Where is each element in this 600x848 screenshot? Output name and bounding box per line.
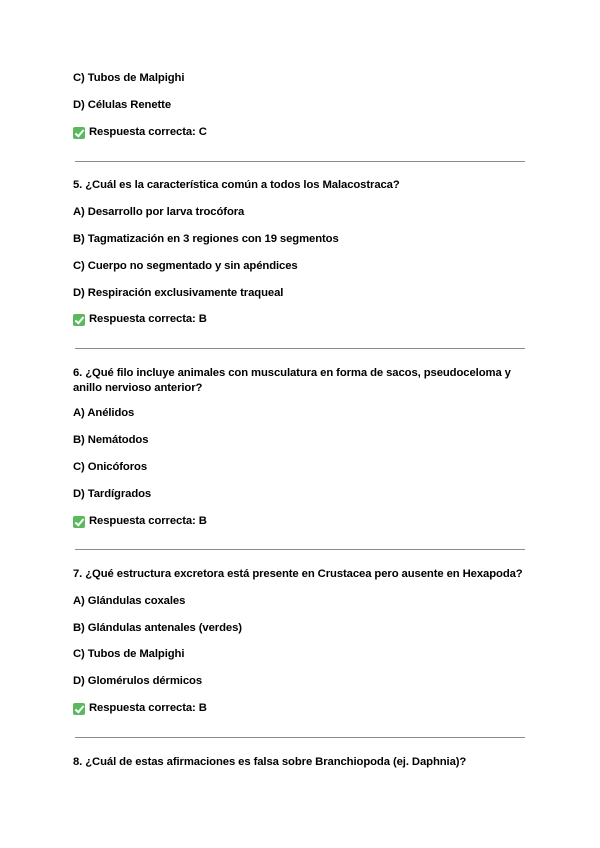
question-7-option-d: D) Glomérulos dérmicos (73, 675, 202, 687)
divider (75, 737, 525, 738)
question-6-option-a: A) Anélidos (73, 407, 135, 419)
question-5-option-d: D) Respiración exclusivamente traqueal (73, 287, 284, 299)
question-7-option-b: B) Glándulas antenales (verdes) (73, 622, 242, 634)
divider (75, 161, 525, 162)
question-7-option-a: A) Glándulas coxales (73, 595, 186, 607)
question-6-option-d: D) Tardígrados (73, 488, 152, 500)
correct-answer (73, 125, 207, 140)
check-mark-icon (73, 703, 85, 715)
question-7-answer-text: Respuesta correcta: B (89, 702, 207, 714)
question-6-option-c: C) Onicóforos (73, 461, 148, 473)
question-5-correct-answer (73, 312, 207, 327)
question-5-answer-text: Respuesta correcta: B (89, 313, 207, 325)
question-6-answer-text: Respuesta correcta: B (89, 515, 207, 527)
divider (75, 348, 525, 349)
check-mark-icon (73, 127, 85, 139)
question-5-text: 5. ¿Cuál es la característica común a todos los Malacostraca? (73, 179, 400, 191)
question-7-correct-answer (73, 701, 207, 716)
question-5-option-a: A) Desarrollo por larva trocófora (73, 206, 245, 218)
option-d: D) Células Renette (73, 99, 172, 111)
check-mark-icon (73, 314, 85, 326)
question-8-text: 8. ¿Cuál de estas afirmaciones es falsa sobre Branchiopoda (ej. Daphnia)? (73, 756, 467, 768)
check-mark-icon (73, 516, 85, 528)
question-5-option-b: B) Tagmatización en 3 regiones con 19 segmentos (73, 233, 339, 245)
correct-answer-text: Respuesta correcta: C (89, 126, 207, 138)
question-7-text: 7. ¿Qué estructura excretora está presente en Crustacea pero ausente en Hexapoda? (73, 568, 523, 580)
question-5-option-c: C) Cuerpo no segmentado y sin apéndices (73, 260, 298, 272)
option-c: C) Tubos de Malpighi (73, 72, 185, 84)
divider (75, 549, 525, 550)
question-6-correct-answer (73, 514, 207, 529)
question-7-option-c: C) Tubos de Malpighi (73, 648, 185, 660)
question-6-text: 6. ¿Qué filo incluye animales con musculatura en forma de sacos, pseudoceloma y anillo nervioso anterior? (73, 367, 511, 394)
question-6-option-b: B) Nemátodos (73, 434, 149, 446)
